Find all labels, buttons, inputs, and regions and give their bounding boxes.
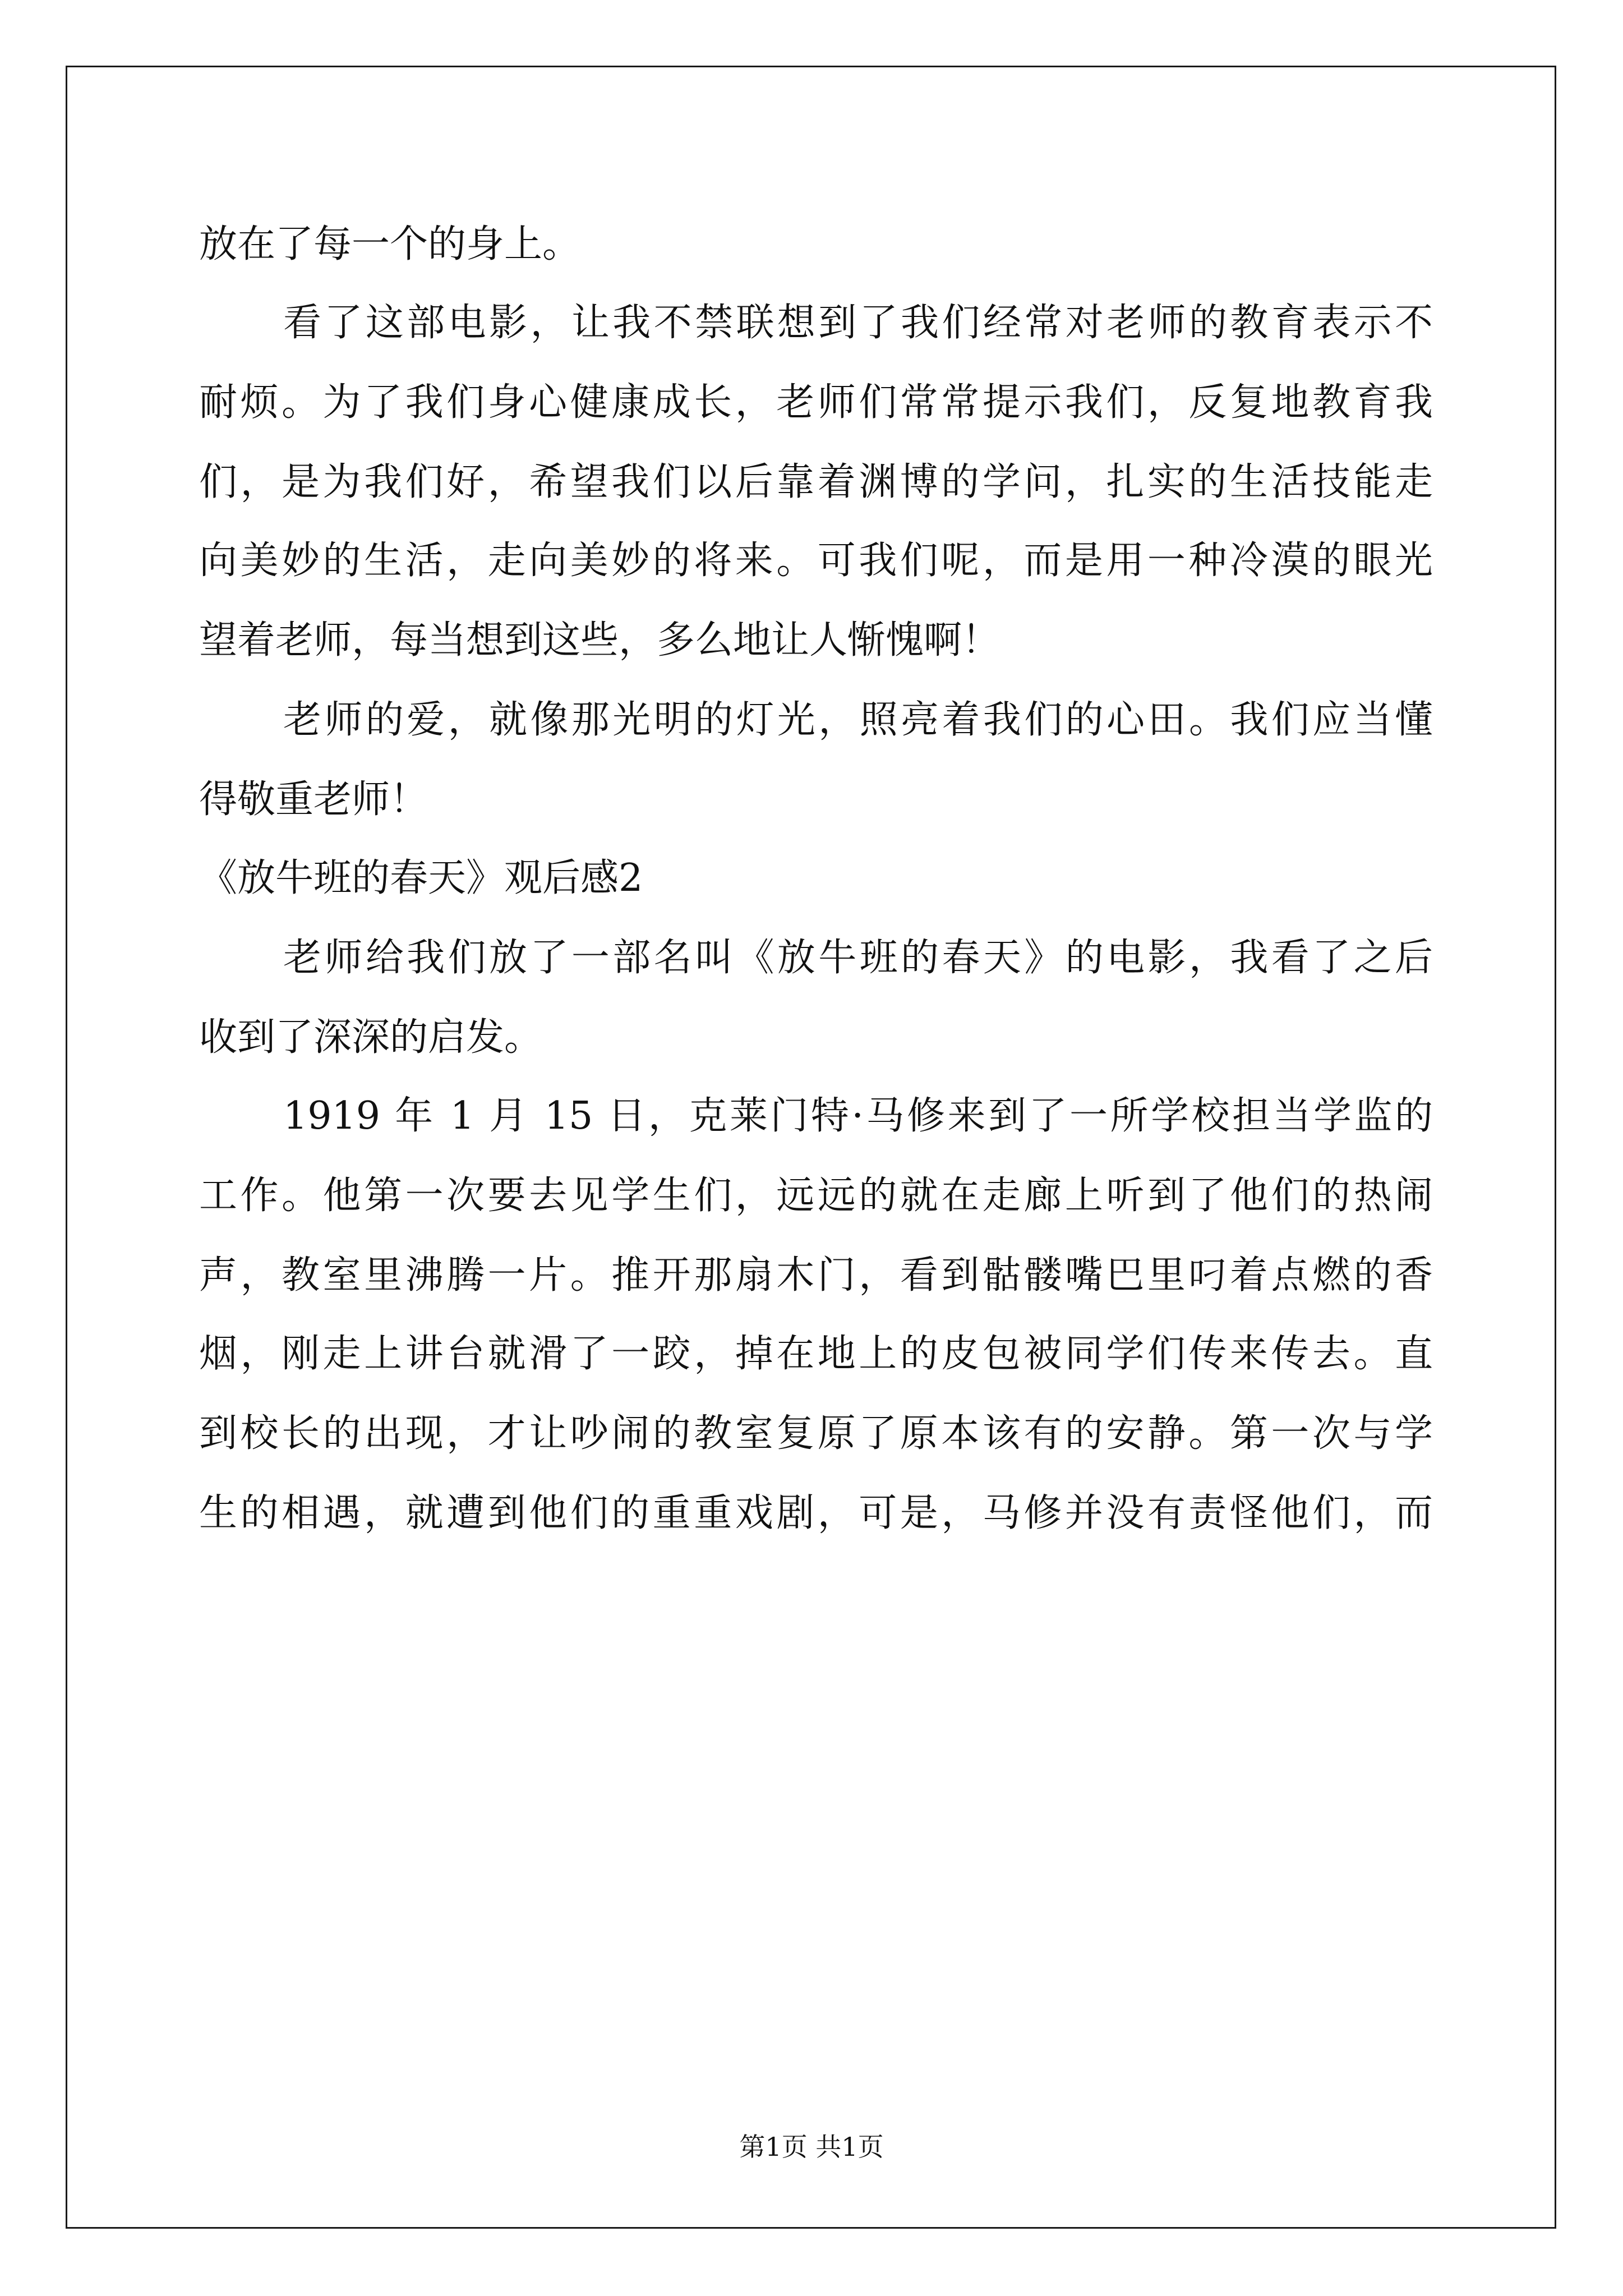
text-line: 生的相遇，就遭到他们的重重戏剧，可是，马修并没有责怪他们，而: [199, 1491, 1433, 1535]
text-line: 到校长的出现，才让吵闹的教室复原了原本该有的安静。第一次与学: [199, 1411, 1433, 1456]
text-line: 耐烦。为了我们身心健康成长，老师们常常提示我们，反复地教育我: [199, 380, 1433, 425]
text-line: 望着老师，每当想到这些，多么地让人惭愧啊！: [199, 618, 1000, 662]
text-line: 们，是为我们好，希望我们以后靠着渊博的学问，扎实的生活技能走: [199, 460, 1433, 504]
text-line: 老师给我们放了一部名叫《放牛班的春天》的电影，我看了之后: [283, 936, 1433, 980]
text-line: 看了这部电影，让我不禁联想到了我们经常对老师的教育表示不: [283, 301, 1433, 345]
text-line: 声，教室里沸腾一片。推开那扇木门，看到骷髅嘴巴里叼着点燃的香: [199, 1253, 1433, 1297]
page-number-footer: 第1页 共1页: [739, 2132, 884, 2162]
text-line: 得敬重老师！: [199, 777, 428, 822]
text-line: 收到了深深的启发。: [199, 1015, 543, 1060]
text-line: 工作。他第一次要去见学生们，远远的就在走廊上听到了他们的热闹: [199, 1174, 1433, 1218]
section-heading: 《放牛班的春天》观后感2: [199, 856, 643, 900]
text-line: 1919 年 1 月 15 日，克莱门特·马修来到了一所学校担当学监的: [283, 1094, 1433, 1138]
text-line: 向美妙的生活，走向美妙的将来。可我们呢，而是用一种冷漠的眼光: [199, 539, 1433, 583]
text-line: 放在了每一个的身上。: [199, 222, 581, 266]
text-line: 老师的爱，就像那光明的灯光，照亮着我们的心田。我们应当懂: [283, 698, 1433, 742]
text-line: 烟，刚走上讲台就滑了一跤，掉在地上的皮包被同学们传来传去。直: [199, 1332, 1433, 1376]
